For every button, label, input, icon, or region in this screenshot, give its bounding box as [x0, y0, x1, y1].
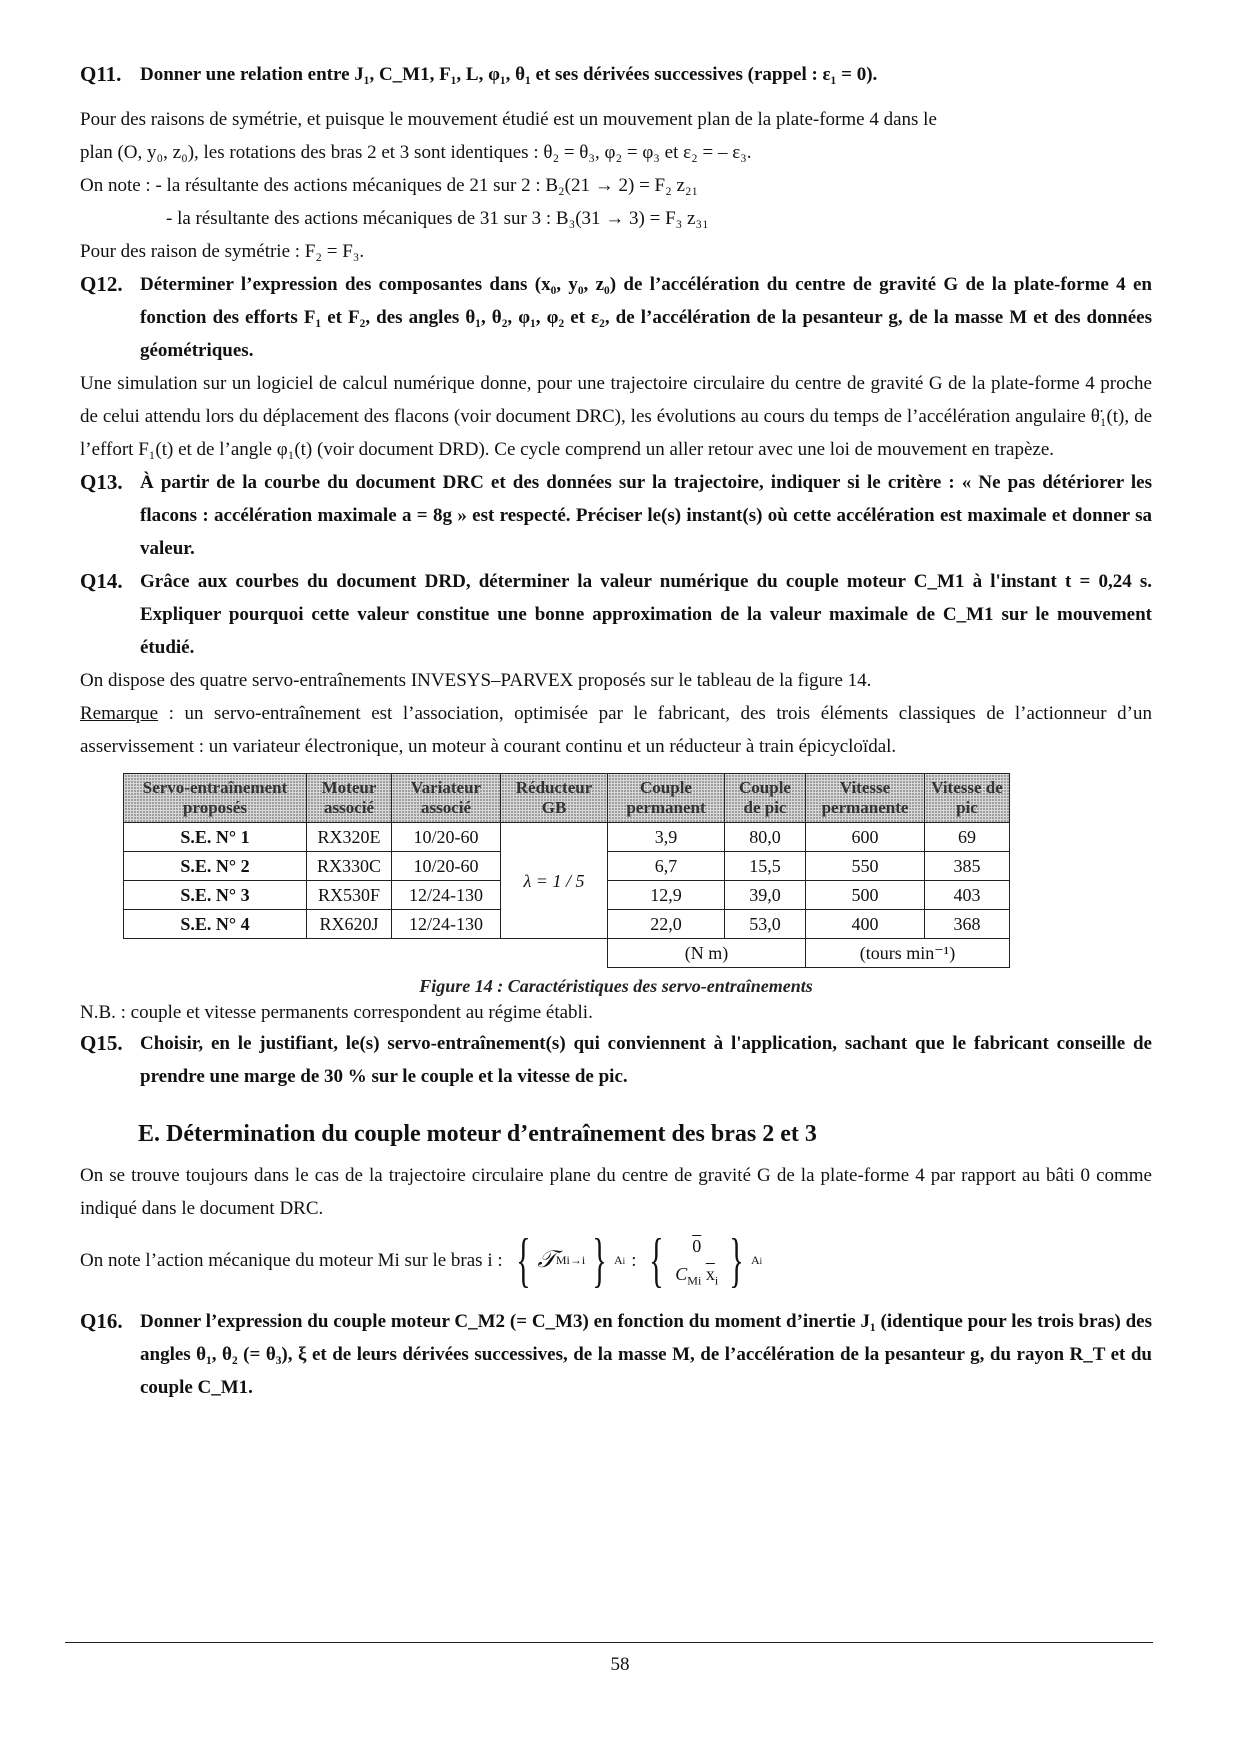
table-cell: 400	[806, 910, 925, 939]
table-header: Servo-entraînement proposés	[124, 774, 307, 823]
table-cell: 600	[806, 823, 925, 852]
torsor-name: { 𝒯 Mi→i } Ai	[515, 1227, 626, 1293]
question-q11	[80, 58, 1152, 91]
question-text: À partir de la courbe du document DRC et des données sur la trajectoire, indiquer si le critère : « Ne pas détériorer les flacons : accélération maximale a = 8g » est respecté. Préciser le(s) instant(s) où cette accélération est maximale et donner sa valeur.	[140, 472, 1152, 559]
table-cell: 12,9	[608, 881, 725, 910]
table-cell: 12/24-130	[392, 910, 501, 939]
question-text: Grâce aux courbes du document DRD, déterminer la valeur numérique du couple moteur C_M1 à l'instant t = 0,24 s. Expliquer pourquoi cette valeur constitue une bonne approximation de la valeur maximale de C_M1 sur le mouvement étudié.	[140, 571, 1152, 658]
table-cell: 22,0	[608, 910, 725, 939]
table-cell: 10/20-60	[392, 823, 501, 852]
paragraph-symmetry-line1: Pour des raisons de symétrie, et puisque le mouvement étudié est un mouvement plan de la plate-forme 4 dans le	[80, 109, 937, 130]
torsor-point: Ai	[750, 1252, 763, 1267]
table-unit-couple: (N m)	[608, 939, 806, 968]
question-number: Q15.	[80, 1031, 123, 1055]
brace-left-icon: {	[515, 1227, 531, 1293]
paragraph-simulation: Une simulation sur un logiciel de calcul numérique donne, pour une trajectoire circulaire du centre de gravité G de la plate-forme 4 proche de celui attendu lors du déplacement des flacons (voir document DRC), les évolutions au cours du temps de l’accélération angulaire θ̈₁(t), de l’effort F₁(t) et de l’angle φ₁(t) (voir document DRD). Ce cycle comprend un aller retour avec une loi de mouvement en trapèze.	[80, 373, 1152, 460]
colon: :	[631, 1249, 637, 1271]
table-header: Vitesse de pic	[925, 774, 1010, 823]
page-content	[80, 58, 1152, 1404]
paragraph-symmetry-line3: On note : - la résultante des actions mécaniques de 21 sur 2 : B₂(21 → 2) = F₂ z₂₁	[80, 175, 699, 196]
question-q14	[80, 565, 1152, 664]
table-header: Vitesse permanente	[806, 774, 925, 823]
paragraph-torsor	[80, 1225, 1152, 1295]
torsor-value	[642, 1227, 763, 1293]
paragraph-symmetry-line2: plan (O, y₀, z₀), les rotations des bras 2 et 3 sont identiques : θ₂ = θ₃, φ₂ = φ₃ et ε₂ = – ε₃.	[80, 142, 752, 163]
torsor-column	[671, 1232, 722, 1288]
question-number: Q12.	[80, 272, 123, 296]
table-header: Couple permanent	[608, 774, 725, 823]
table-cell: 39,0	[725, 881, 806, 910]
table-cell: 3,9	[608, 823, 725, 852]
torsor-intro-text: On note l’action mécanique du moteur Mi sur le bras i :	[80, 1249, 503, 1271]
section-title: E. Détermination du couple moteur d’entraînement des bras 2 et 3	[138, 1121, 817, 1147]
question-q15	[80, 1027, 1152, 1093]
question-text: Choisir, en le justifiant, le(s) servo-entraînement(s) qui conviennent à l'application, sachant que le fabricant conseille de prendre une marge de 30 % sur le couple et la vitesse de pic.	[140, 1033, 1152, 1087]
footer-rule	[65, 1642, 1153, 1643]
question-number: Q14.	[80, 569, 123, 593]
paragraph-trajectory: On se trouve toujours dans le cas de la trajectoire circulaire plane du centre de gravité G de la plate-forme 4 par rapport au bâti 0 comme indiqué dans le document DRC.	[80, 1165, 1152, 1219]
table-cell: 69	[925, 823, 1010, 852]
paragraph-servo-intro: On dispose des quatre servo-entraînements INVESYS–PARVEX proposés sur le tableau de la figure 14.	[80, 670, 872, 691]
question-q13	[80, 466, 1152, 565]
table-cell: 15,5	[725, 852, 806, 881]
paragraph-symmetry-line4: - la résultante des actions mécaniques de 31 sur 3 : B₃(31 → 3) = F₃ z₃₁	[166, 208, 709, 229]
figure-caption: Figure 14 : Caractéristiques des servo-entraînements	[419, 976, 813, 996]
remark-label: Remarque	[80, 703, 159, 724]
table-cell: 385	[925, 852, 1010, 881]
table-cell: 10/20-60	[392, 852, 501, 881]
question-number: Q16.	[80, 1309, 123, 1333]
table-cell: S.E. N° 2	[124, 852, 307, 881]
table-row	[124, 823, 1010, 852]
table-cell: RX620J	[307, 910, 392, 939]
question-number: Q13.	[80, 470, 123, 494]
table-cell: S.E. N° 3	[124, 881, 307, 910]
table-cell: 403	[925, 881, 1010, 910]
table-cell-empty	[124, 939, 608, 968]
torsor-symbol: 𝒯	[537, 1246, 556, 1273]
table-cell: 500	[806, 881, 925, 910]
remark-text: : un servo-entraînement est l’association, optimisée par le fabricant, des trois éléments classiques de l’actionneur d’un asservissement : un variateur électronique, un moteur à courant continu et un réducteur à train épicycloïdal.	[80, 703, 1152, 757]
table-header: Moteur associé	[307, 774, 392, 823]
brace-left-icon: {	[649, 1227, 665, 1293]
table-unit-vitesse: (tours min⁻¹)	[806, 939, 1010, 968]
servo-table	[123, 773, 1010, 968]
table-cell: S.E. N° 4	[124, 910, 307, 939]
table-header-row	[124, 774, 1010, 823]
table-cell: 12/24-130	[392, 881, 501, 910]
torsor-moment: $C_{Mi}$ $\overline{x}_i$	[675, 1264, 719, 1288]
question-text: Donner l’expression du couple moteur C_M2 (= C_M3) en fonction du moment d’inertie J₁ (identique pour les trois bras) des angles θ₁, θ₂ (= θ₃), ξ et de leurs dérivées successives, de la masse M, de l’accélération de la pesanteur g, du rayon R_T et du couple C_M1.	[140, 1311, 1152, 1398]
table-cell-reducer: λ = 1 / 5	[501, 823, 608, 939]
table-cell: RX320E	[307, 823, 392, 852]
question-number: Q11.	[80, 62, 122, 86]
brace-right-icon: }	[592, 1227, 607, 1293]
table-cell: 53,0	[725, 910, 806, 939]
table-cell: 368	[925, 910, 1010, 939]
brace-right-icon: }	[729, 1227, 744, 1293]
page-number: 58	[610, 1654, 630, 1675]
paragraph-nb: N.B. : couple et vitesse permanents correspondent au régime établi.	[80, 1002, 593, 1023]
paragraph-symmetry-line5: Pour des raison de symétrie : F₂ = F₃.	[80, 241, 365, 262]
table-cell: RX330C	[307, 852, 392, 881]
table-cell: S.E. N° 1	[124, 823, 307, 852]
question-text: Donner une relation entre J₁, C_M1, F₁, L, φ₁, θ₁ et ses dérivées successives (rappel : ε₁ = 0).	[140, 64, 878, 85]
question-q12	[80, 268, 1152, 367]
question-text: Déterminer l’expression des composantes dans (x₀, y₀, z₀) de l’accélération du centre de gravité G de la plate-forme 4 en fonction des efforts F₁ et F₂, des angles θ₁, θ₂, φ₁, φ₂ et ε₂, de l’accélération de la pesanteur g, de la masse M et des données géométriques.	[140, 274, 1152, 361]
table-cell: 6,7	[608, 852, 725, 881]
torsor-point: Ai	[614, 1252, 626, 1267]
paragraph-remark	[80, 697, 1152, 763]
table-header: Couple de pic	[725, 774, 806, 823]
table-cell: RX530F	[307, 881, 392, 910]
table-cell: 550	[806, 852, 925, 881]
table-header: Variateur associé	[392, 774, 501, 823]
table-cell: 80,0	[725, 823, 806, 852]
torsor-resultant: 0	[692, 1236, 702, 1256]
table-header: Réducteur GB	[501, 774, 608, 823]
question-q16	[80, 1305, 1152, 1404]
table-units-row	[124, 939, 1010, 968]
